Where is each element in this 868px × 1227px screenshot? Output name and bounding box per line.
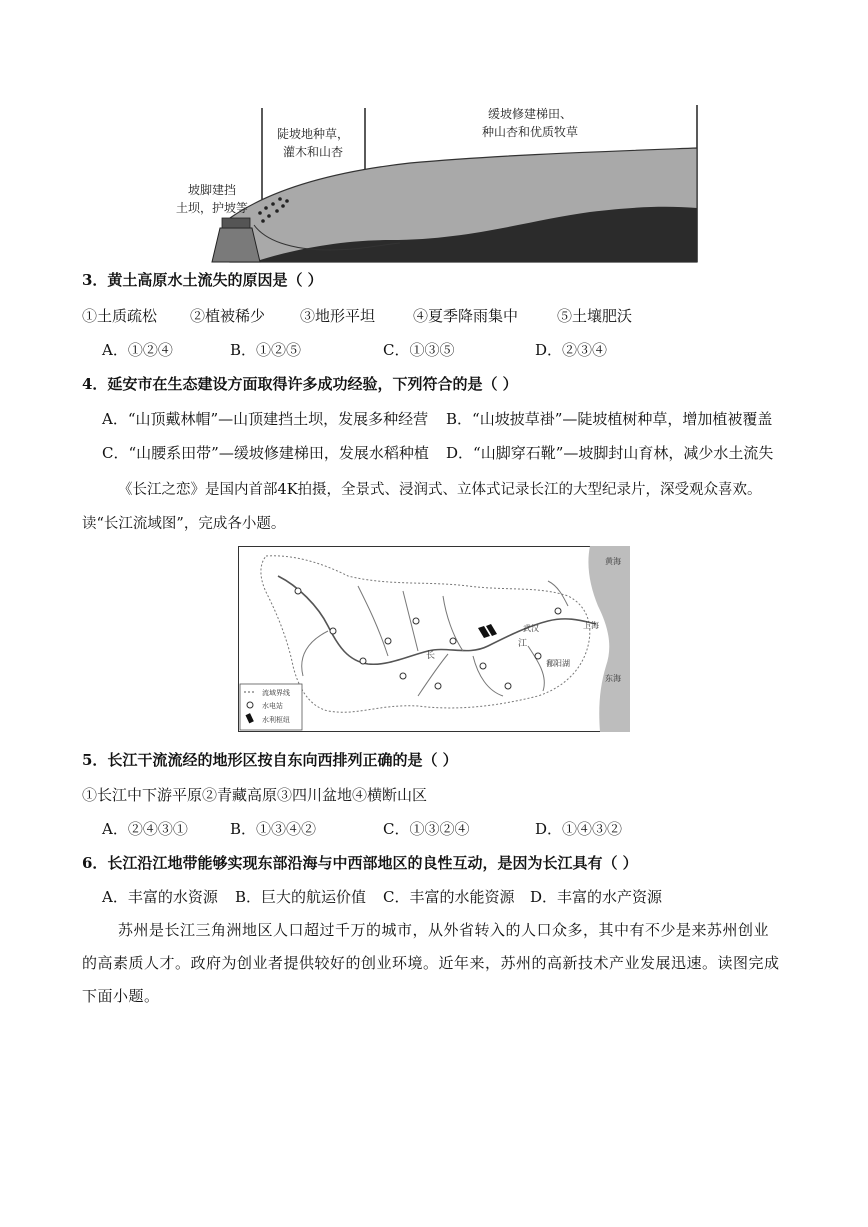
q5-option-a[interactable]: A．②④③① xyxy=(102,820,188,838)
q5-option-d[interactable]: D．①④③② xyxy=(535,820,623,838)
label-gentle-slope-1: 缓坡修建梯田、 xyxy=(487,107,573,121)
q4-option-a[interactable]: A．“山顶戴林帽”—山顶建挡土坝，发展多种经营 xyxy=(102,410,429,428)
check-dam xyxy=(212,228,260,262)
intro-suzhou: 苏州是长江三角洲地区人口超过千万的城市，从外省转入的人口众多，其中有不少是来苏州创业的高素质人才。政府为创业者提供较好的创业环境。近年来，苏州的高新技术产业发展迅速。读图完成下面小题。 xyxy=(82,921,780,1005)
legend-label: 水利枢纽 xyxy=(262,716,290,724)
label-shanghai: 上海 xyxy=(583,621,599,630)
label-poyang-lake: 鄱阳湖 xyxy=(546,659,570,668)
label-river-jiang: 江 xyxy=(518,639,528,649)
legend-label: 水电站 xyxy=(262,702,283,710)
legend-hydropower-icon xyxy=(247,702,253,708)
intro-yangtze-line2: 读“长江流域图”，完成各小题。 xyxy=(82,516,286,532)
legend-label: 流域界线 xyxy=(262,689,290,697)
label-steep-slope-1: 陡坡地种草， xyxy=(276,127,350,141)
q3-option-b[interactable]: B．①②⑤ xyxy=(230,341,302,359)
q4-option-d[interactable]: D．“山脚穿石靴”—坡脚封山育林，减少水土流失 xyxy=(446,444,774,462)
label-wuhan: 武汉 xyxy=(523,624,539,633)
q5-items: ①长江中下游平原②青藏高原③四川盆地④横断山区 xyxy=(82,786,428,804)
label-gentle-slope-2: 种山杏和优质牧草 xyxy=(481,125,579,139)
q4-option-b[interactable]: B．“山坡披草褂”—陡坡植树种草，增加植被覆盖 xyxy=(446,410,773,428)
label-yellow-sea: 黄海 xyxy=(605,557,621,566)
q6-option-a[interactable]: A．丰富的水资源 xyxy=(102,888,218,906)
label-slope-foot-1: 坡脚建挡 xyxy=(187,183,237,197)
q3-option-c[interactable]: C．①③⑤ xyxy=(383,341,455,359)
q6-option-c[interactable]: C．丰富的水能资源 xyxy=(383,888,515,906)
q3-item: ④夏季降雨集中 xyxy=(413,307,519,325)
label-steep-slope-2: 灌木和山杏 xyxy=(282,145,344,159)
q5-stem: 5．长江干流流经的地形区按自东向西排列正确的是（ ） xyxy=(82,751,458,769)
q4-option-c[interactable]: C．“山腰系田带”—缓坡修建梯田，发展水稻种植 xyxy=(102,444,429,462)
dam-top xyxy=(222,218,250,228)
yangtze-basin-map xyxy=(238,546,630,732)
q3-stem: 3．黄土高原水土流失的原因是（ ） xyxy=(82,271,323,289)
q6-option-b[interactable]: B．巨大的航运价值 xyxy=(235,888,367,906)
terrain-cross-section-diagram xyxy=(170,100,700,265)
q3-item: ②植被稀少 xyxy=(190,307,266,325)
q3-item: ⑤土壤肥沃 xyxy=(557,307,633,325)
intro-yangtze-line1: 《长江之恋》是国内首部4K拍摄，全景式、浸润式、立体式记录长江的大型纪录片，深受观众喜欢。 xyxy=(118,482,762,498)
q5-option-b[interactable]: B．①③④② xyxy=(230,820,317,838)
label-slope-foot-2: 土坝，护坡等 xyxy=(175,201,249,215)
q3-item: ①土质疏松 xyxy=(82,307,158,325)
q6-stem: 6．长江沿江地带能够实现东部沿海与中西部地区的良性互动，是因为长江具有（ ） xyxy=(82,854,638,872)
q3-option-d[interactable]: D．②③④ xyxy=(535,341,608,359)
q6-option-d[interactable]: D．丰富的水产资源 xyxy=(530,888,663,906)
q3-item: ③地形平坦 xyxy=(300,307,376,325)
label-east-china-sea: 东海 xyxy=(605,674,621,683)
label-river-chang: 长 xyxy=(426,651,436,661)
q5-option-c[interactable]: C．①③②④ xyxy=(383,820,470,838)
q3-option-a[interactable]: A．①②④ xyxy=(102,341,173,359)
q4-stem: 4．延安市在生态建设方面取得许多成功经验，下列符合的是（ ） xyxy=(82,375,518,393)
